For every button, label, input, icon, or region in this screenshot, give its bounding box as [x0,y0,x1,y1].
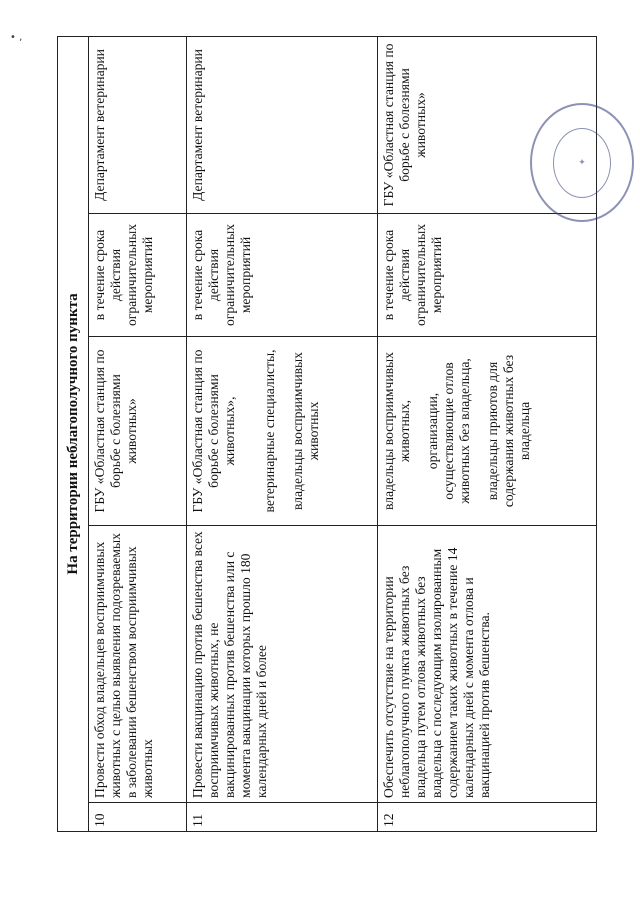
measure-cell: Провести вакцинацию против бешенства всех восприимчивых животных, не вакцинированных против бешенства или с момента вакцинации которых прошло 180 календарных дней и более [186,526,377,803]
row-number: 12 [378,803,597,832]
executor-text: ГБУ «Областная станция по борьбе с болезнями животных» [92,349,139,513]
row-number: 11 [186,803,377,832]
table-row [186,36,377,831]
measure-cell: Обеспечить отсутствие на территории неблагополучного пункта животных без владельца путем отлова животных без владельца с последующим изолированным содержанием таких животных в течение 14 календарных дней с момента отлова и вакцинацией против бешенства. [378,526,597,803]
deadline-cell: в течение срока действия ограничительных мероприятий [89,214,187,337]
executors-cell [186,337,377,526]
deadline-cell: в течение срока действия ограничительных мероприятий [186,214,377,337]
row-number: 10 [89,803,187,832]
executor-text: ветеринарные специалисты, [261,349,277,513]
responsible-cell: ГБУ «Областная станция по борьбе с болезнями животных» [378,36,597,213]
responsible-cell: Департамент ветеринарии [186,36,377,213]
stamp-inner-ring: ✦ [553,128,611,198]
executor-text: владельцы восприимчивых животных, [381,352,413,510]
executor-text: владельцы восприимчивых животных [289,352,321,510]
deadline-cell: в течение срока действия ограничительных мероприятий [378,214,597,337]
executors-cell [89,337,187,526]
executor-text: организации, осуществляющие отлов животных без владельца, [425,358,473,504]
executors-cell [378,337,597,526]
executor-text: ГБУ «Областная станция по борьбе с болезнями животных», [189,349,237,513]
measures-table [57,36,597,832]
measure-cell: Провести обход владельцев восприимчивых животных с целью выявления подозреваемых в заболевании бешенством восприимчивых животных [89,526,187,803]
responsible-cell: Департамент ветеринарии [89,36,187,213]
official-stamp [530,103,634,222]
rotated-page [57,37,597,832]
section-header: На территории неблагополучного пункта [58,36,89,831]
section-header-row [58,36,89,831]
scan-specks: • , [10,32,23,43]
table-row [89,36,187,831]
executor-text: владельцы приютов для содержания животных без владельца [485,354,533,508]
